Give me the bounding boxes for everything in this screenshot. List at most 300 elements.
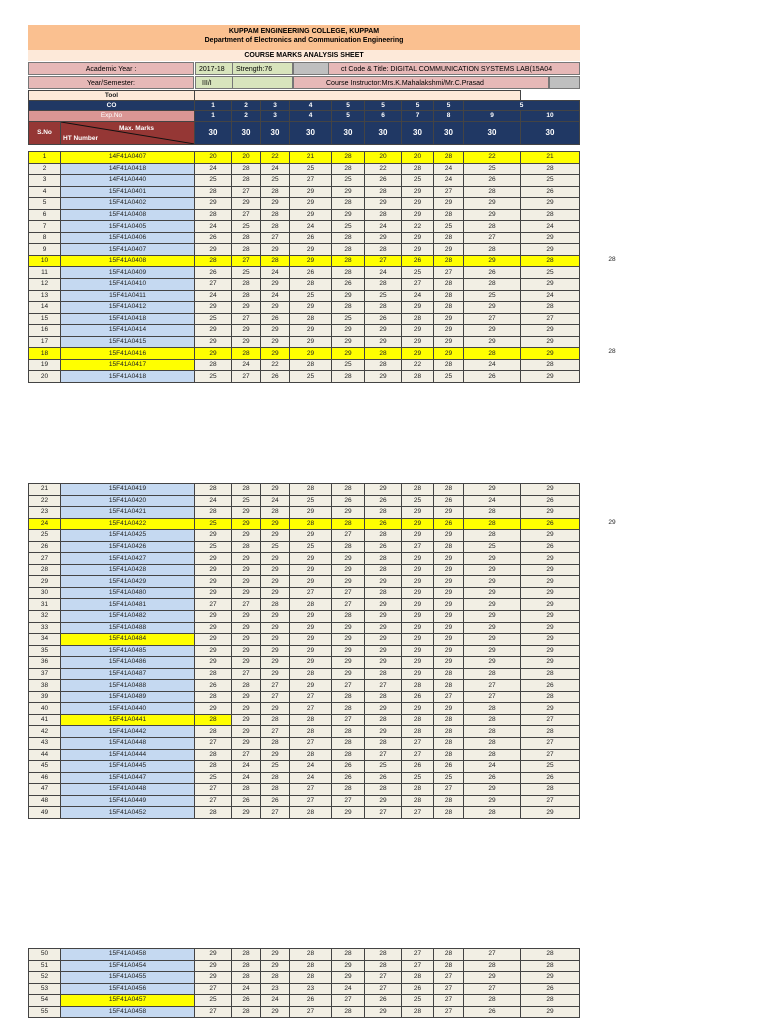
mark-cell: 24 [261, 495, 290, 507]
mark-cell: 24 [261, 267, 290, 279]
mark-cell: 28 [332, 244, 365, 256]
mark-cell: 27 [195, 599, 232, 611]
mark-cell: 29 [261, 1006, 290, 1018]
mark-cell: 27 [332, 995, 365, 1007]
mark-cell: 28 [332, 541, 365, 553]
sno-cell: 12 [29, 279, 61, 291]
ht-number-cell: 15F41A0488 [61, 680, 195, 692]
mark-cell: 26 [195, 680, 232, 692]
mark-cell: 26 [365, 995, 402, 1007]
ht-number-cell: 15F41A0416 [61, 348, 195, 360]
mark-cell: 29 [290, 634, 332, 646]
mark-cell: 29 [232, 302, 261, 314]
mark-cell: 27 [402, 807, 434, 819]
mark-cell: 29 [464, 599, 521, 611]
ht-number-cell: 15F41A0408 [61, 209, 195, 221]
sno-cell: 26 [29, 541, 61, 553]
mark-cell: 28 [195, 359, 232, 371]
mark-cell: 29 [402, 703, 434, 715]
mark-cell: 29 [332, 622, 365, 634]
mark-cell: 27 [332, 587, 365, 599]
mark-cell: 28 [434, 359, 464, 371]
mark-cell: 27 [332, 530, 365, 542]
mark-cell: 28 [434, 232, 464, 244]
mark-cell: 29 [464, 209, 521, 221]
mark-cell: 28 [261, 972, 290, 984]
table-row [29, 714, 580, 726]
mark-cell: 28 [195, 484, 232, 496]
mark-cell: 29 [464, 622, 521, 634]
mark-cell: 28 [521, 784, 580, 796]
mark-cell: 27 [402, 949, 434, 961]
mark-cell: 28 [434, 738, 464, 750]
mark-cell: 29 [402, 186, 434, 198]
mark-cell: 24 [290, 761, 332, 773]
mark-cell: 29 [521, 599, 580, 611]
mark-cell: 29 [464, 325, 521, 337]
sno-cell: 25 [29, 530, 61, 542]
mark-cell: 29 [261, 325, 290, 337]
mark-cell: 28 [365, 244, 402, 256]
mark-cell: 28 [402, 795, 434, 807]
mark-cell: 27 [434, 972, 464, 984]
mark-cell: 29 [464, 255, 521, 267]
mark-cell: 27 [464, 232, 521, 244]
mark-cell: 28 [290, 279, 332, 291]
mark-cell: 28 [464, 668, 521, 680]
mark-cell: 25 [464, 541, 521, 553]
mark-cell: 29 [521, 972, 580, 984]
mark-cell: 24 [195, 290, 232, 302]
mark-cell: 29 [261, 668, 290, 680]
sno-cell: 32 [29, 611, 61, 623]
mark-cell: 28 [365, 949, 402, 961]
sno-cell: 30 [29, 587, 61, 599]
sno-cell: 2 [29, 163, 61, 175]
mark-cell: 29 [402, 325, 434, 337]
mark-cell: 29 [521, 622, 580, 634]
mark-cell: 29 [195, 949, 232, 961]
sno-cell: 8 [29, 232, 61, 244]
mark-cell: 24 [332, 983, 365, 995]
mark-cell: 27 [521, 738, 580, 750]
ht-number-cell: 15F41A0401 [61, 186, 195, 198]
ht-number-cell: 15F41A0458 [61, 1006, 195, 1018]
marks-table [28, 483, 580, 819]
exp-no-value: 5 [332, 111, 365, 122]
ht-number-cell: 15F41A0405 [61, 221, 195, 233]
ht-number-cell: 15F41A0426 [61, 541, 195, 553]
mark-cell: 28 [195, 807, 232, 819]
ht-number-label: HT Number [63, 135, 99, 142]
mark-cell: 24 [434, 175, 464, 187]
ht-number-cell: 15F41A0448 [61, 784, 195, 796]
mark-cell: 29 [332, 657, 365, 669]
mark-cell: 29 [195, 611, 232, 623]
mark-cell: 24 [261, 163, 290, 175]
mark-cell: 29 [365, 232, 402, 244]
mark-cell: 28 [464, 244, 521, 256]
mark-cell: 28 [232, 541, 261, 553]
mark-cell: 29 [195, 703, 232, 715]
exp-no-value: 7 [402, 111, 434, 122]
mark-cell: 25 [290, 541, 332, 553]
mark-cell: 26 [365, 495, 402, 507]
mark-cell: 29 [261, 960, 290, 972]
sno-cell: 5 [29, 198, 61, 210]
mark-cell: 29 [332, 507, 365, 519]
mark-cell: 28 [365, 359, 402, 371]
table-row [29, 983, 580, 995]
ht-number-cell: 15F41A0411 [61, 290, 195, 302]
ht-number-cell: 15F41A0441 [61, 714, 195, 726]
mark-cell: 24 [402, 290, 434, 302]
mark-cell: 27 [402, 541, 434, 553]
mark-cell: 29 [434, 553, 464, 565]
mark-cell: 26 [332, 772, 365, 784]
mark-cell: 28 [332, 611, 365, 623]
mark-cell: 29 [195, 244, 232, 256]
mark-cell: 28 [434, 726, 464, 738]
mark-cell: 26 [434, 761, 464, 773]
mark-cell: 29 [402, 634, 434, 646]
mark-cell: 29 [402, 599, 434, 611]
mark-cell: 28 [332, 267, 365, 279]
mark-cell: 28 [290, 726, 332, 738]
co-value: 5 [365, 101, 402, 111]
mark-cell: 29 [521, 807, 580, 819]
table-row [29, 325, 580, 337]
mark-cell: 25 [332, 359, 365, 371]
mark-cell: 29 [521, 232, 580, 244]
sno-cell: 36 [29, 657, 61, 669]
mark-cell: 28 [332, 949, 365, 961]
mark-cell: 28 [434, 290, 464, 302]
sno-cell: 43 [29, 738, 61, 750]
mark-cell: 24 [464, 495, 521, 507]
mark-cell: 29 [232, 530, 261, 542]
max-marks-value: 30 [402, 122, 434, 145]
mark-cell: 29 [290, 255, 332, 267]
mark-cell: 27 [521, 795, 580, 807]
mark-cell: 29 [365, 371, 402, 383]
mark-cell: 24 [232, 359, 261, 371]
ht-number-cell: 15F41A0485 [61, 645, 195, 657]
mark-cell: 28 [195, 507, 232, 519]
mark-cell: 25 [232, 267, 261, 279]
sno-cell: 41 [29, 714, 61, 726]
co-value: 5 [332, 101, 365, 111]
mark-cell: 25 [195, 541, 232, 553]
mark-cell: 28 [434, 749, 464, 761]
table-row [29, 313, 580, 325]
mark-cell: 28 [290, 949, 332, 961]
mark-cell: 27 [261, 807, 290, 819]
co-value: 5 [434, 101, 464, 111]
mark-cell: 28 [261, 772, 290, 784]
mark-cell: 29 [290, 645, 332, 657]
mark-cell: 28 [261, 507, 290, 519]
mark-cell: 25 [195, 313, 232, 325]
mark-cell: 25 [195, 772, 232, 784]
mark-cell: 27 [290, 784, 332, 796]
max-marks-value: 30 [195, 122, 232, 145]
mark-cell: 29 [402, 587, 434, 599]
mark-cell: 27 [365, 255, 402, 267]
mark-cell: 28 [290, 960, 332, 972]
mark-cell: 29 [232, 714, 261, 726]
course-code-title: ct Code & Title: DIGITAL COMMUNICATION SYSTEMS LAB(15A04 [328, 62, 580, 75]
mark-cell: 29 [261, 484, 290, 496]
table-row [29, 587, 580, 599]
mark-cell: 29 [232, 564, 261, 576]
mark-cell: 29 [365, 645, 402, 657]
mark-cell: 29 [434, 587, 464, 599]
mark-cell: 28 [290, 313, 332, 325]
ht-number-cell: 15F41A0449 [61, 795, 195, 807]
mark-cell: 25 [434, 772, 464, 784]
mark-cell: 29 [195, 325, 232, 337]
table-row [29, 484, 580, 496]
mark-cell: 28 [365, 587, 402, 599]
sno-cell: 24 [29, 518, 61, 530]
table-row [29, 761, 580, 773]
mark-cell: 26 [402, 983, 434, 995]
table-row [29, 302, 580, 314]
mark-cell: 27 [290, 1006, 332, 1018]
mark-cell: 29 [332, 290, 365, 302]
sheet-header [28, 25, 580, 145]
mark-cell: 27 [232, 209, 261, 221]
mark-cell: 25 [261, 175, 290, 187]
mark-cell: 25 [464, 163, 521, 175]
mark-cell: 28 [290, 668, 332, 680]
mark-cell: 28 [365, 564, 402, 576]
ht-number-cell: 14F41A0418 [61, 163, 195, 175]
exp-no-value: 8 [434, 111, 464, 122]
mark-cell: 28 [434, 302, 464, 314]
sno-cell: 55 [29, 1006, 61, 1018]
mark-cell: 27 [332, 680, 365, 692]
mark-cell: 28 [365, 302, 402, 314]
co-value: 2 [232, 101, 261, 111]
mark-cell: 29 [464, 198, 521, 210]
max-marks-value: 30 [261, 122, 290, 145]
mark-cell: 24 [261, 995, 290, 1007]
mark-cell: 29 [521, 611, 580, 623]
mark-cell: 29 [521, 634, 580, 646]
mark-cell: 29 [402, 198, 434, 210]
mark-cell: 27 [232, 313, 261, 325]
department-name: Department of Electronics and Communication Engineering [204, 37, 404, 44]
mark-cell: 28 [402, 714, 434, 726]
mark-cell: 28 [464, 221, 521, 233]
mark-cell: 25 [290, 163, 332, 175]
max-marks-value: 30 [332, 122, 365, 145]
mark-cell: 29 [290, 680, 332, 692]
sno-cell: 18 [29, 348, 61, 360]
mark-cell: 29 [261, 336, 290, 348]
mark-cell: 29 [464, 484, 521, 496]
mark-cell: 29 [261, 244, 290, 256]
mark-cell: 27 [195, 738, 232, 750]
mark-cell: 28 [464, 807, 521, 819]
table-row [29, 995, 580, 1007]
sno-cell: 33 [29, 622, 61, 634]
mark-cell: 24 [232, 761, 261, 773]
mark-cell: 24 [232, 983, 261, 995]
strength-value: Strength:76 [233, 62, 293, 75]
mark-cell: 24 [195, 495, 232, 507]
mark-cell: 29 [261, 518, 290, 530]
ht-number-cell: 15F41A0484 [61, 634, 195, 646]
mark-cell: 28 [261, 186, 290, 198]
mark-cell: 29 [332, 645, 365, 657]
mark-cell: 29 [332, 553, 365, 565]
mark-cell: 29 [290, 302, 332, 314]
table-row [29, 691, 580, 703]
mark-cell: 28 [232, 279, 261, 291]
mark-cell: 29 [232, 198, 261, 210]
ht-number-cell: 15F41A0448 [61, 738, 195, 750]
mark-cell: 29 [261, 634, 290, 646]
mark-cell: 27 [402, 749, 434, 761]
mark-cell: 28 [365, 691, 402, 703]
sno-cell: 47 [29, 784, 61, 796]
sno-cell: 4 [29, 186, 61, 198]
mark-cell: 29 [195, 657, 232, 669]
ht-number-cell: 15F41A0458 [61, 949, 195, 961]
mark-cell: 25 [232, 221, 261, 233]
mark-cell: 25 [402, 995, 434, 1007]
mark-cell: 29 [434, 348, 464, 360]
table-row [29, 960, 580, 972]
sno-cell: 49 [29, 807, 61, 819]
mark-cell: 28 [332, 738, 365, 750]
table-row [29, 267, 580, 279]
sno-cell: 38 [29, 680, 61, 692]
sno-cell: 46 [29, 772, 61, 784]
mark-cell: 28 [195, 749, 232, 761]
mark-cell: 29 [290, 576, 332, 588]
mark-cell: 29 [195, 587, 232, 599]
ht-number-cell: 15F41A0415 [61, 336, 195, 348]
mark-cell: 29 [402, 576, 434, 588]
mark-cell: 27 [261, 691, 290, 703]
mark-cell: 25 [521, 761, 580, 773]
mark-cell: 26 [402, 691, 434, 703]
table-row [29, 371, 580, 383]
table-row [29, 198, 580, 210]
mark-cell: 26 [402, 255, 434, 267]
mark-cell: 26 [261, 795, 290, 807]
table-row [29, 221, 580, 233]
mark-cell: 29 [402, 209, 434, 221]
marks-block-3 [28, 948, 580, 1018]
mark-cell: 27 [195, 279, 232, 291]
mark-cell: 29 [332, 186, 365, 198]
mark-cell: 27 [261, 726, 290, 738]
mark-cell: 28 [261, 209, 290, 221]
mark-cell: 28 [434, 484, 464, 496]
mark-cell: 25 [261, 541, 290, 553]
mark-cell: 29 [434, 564, 464, 576]
mark-cell: 28 [232, 972, 261, 984]
mark-cell: 28 [402, 371, 434, 383]
mark-cell: 29 [232, 634, 261, 646]
exp-no-value: 2 [232, 111, 261, 122]
table-row [29, 255, 580, 267]
mark-cell: 27 [434, 1006, 464, 1018]
mark-cell: 26 [434, 495, 464, 507]
mark-cell: 29 [402, 553, 434, 565]
mark-cell: 28 [434, 279, 464, 291]
mark-cell: 29 [195, 198, 232, 210]
sno-cell: 9 [29, 244, 61, 256]
table-row [29, 949, 580, 961]
mark-cell: 29 [195, 960, 232, 972]
mark-cell: 26 [332, 279, 365, 291]
mark-cell: 29 [365, 703, 402, 715]
mark-cell: 26 [402, 761, 434, 773]
mark-cell: 26 [464, 371, 521, 383]
mark-cell: 26 [365, 772, 402, 784]
mark-cell: 29 [232, 518, 261, 530]
mark-cell: 29 [332, 325, 365, 337]
marks-block-1 [28, 151, 580, 383]
mark-cell: 20 [365, 152, 402, 164]
ht-number-cell: 15F41A0410 [61, 279, 195, 291]
mark-cell: 28 [402, 726, 434, 738]
tool-label: Tool [29, 91, 195, 101]
mark-cell: 29 [434, 313, 464, 325]
max-marks-value: 30 [232, 122, 261, 145]
mark-cell: 28 [365, 507, 402, 519]
mark-cell: 29 [434, 198, 464, 210]
ht-number-cell: 15F41A0406 [61, 232, 195, 244]
table-row [29, 507, 580, 519]
mark-cell: 27 [290, 738, 332, 750]
mark-cell: 29 [521, 336, 580, 348]
table-row [29, 518, 580, 530]
sno-cell: 21 [29, 484, 61, 496]
mark-cell: 29 [261, 622, 290, 634]
max-marks-value: 30 [464, 122, 521, 145]
mark-cell: 29 [290, 198, 332, 210]
mark-cell: 24 [464, 359, 521, 371]
sno-cell: 42 [29, 726, 61, 738]
mark-cell: 28 [402, 313, 434, 325]
mark-cell: 22 [261, 359, 290, 371]
table-row [29, 541, 580, 553]
mark-cell: 28 [261, 221, 290, 233]
ht-number-cell: 15F41A0454 [61, 960, 195, 972]
sno-cell: 44 [29, 749, 61, 761]
mark-cell: 28 [464, 995, 521, 1007]
sno-cell: 23 [29, 507, 61, 519]
table-row [29, 622, 580, 634]
mark-cell: 29 [521, 553, 580, 565]
mark-cell: 28 [195, 761, 232, 773]
ht-number-cell: 15F41A0418 [61, 313, 195, 325]
sno-cell: 19 [29, 359, 61, 371]
mark-cell: 26 [521, 186, 580, 198]
mark-cell: 29 [434, 645, 464, 657]
mark-cell: 25 [365, 761, 402, 773]
mark-cell: 25 [332, 221, 365, 233]
mark-cell: 29 [521, 645, 580, 657]
mark-cell: 28 [434, 209, 464, 221]
